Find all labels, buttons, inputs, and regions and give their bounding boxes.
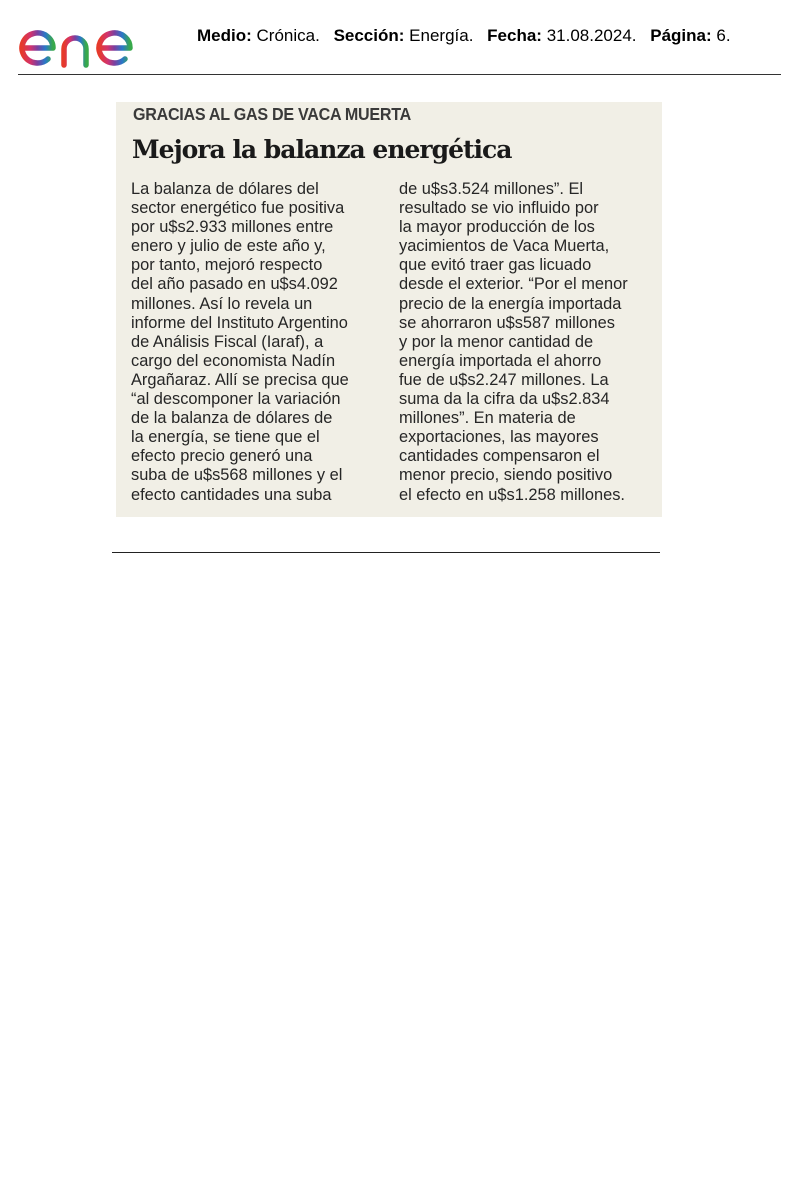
article-clipping <box>116 102 662 517</box>
article-headline: Mejora la balanza energética <box>132 135 512 164</box>
article-line: y por la menor cantidad de <box>399 332 594 351</box>
article-line: precio de la energía importada <box>399 294 622 313</box>
article-line: “al descomponer la variación <box>131 390 341 409</box>
article-line: suma da la cifra da u$s2.834 <box>399 390 610 409</box>
seccion-label: Sección: <box>333 26 405 45</box>
article-line: efecto cantidades una suba <box>131 485 332 504</box>
pagina-label: Página: <box>650 26 712 45</box>
article-line: la mayor producción de los <box>399 218 595 237</box>
article-line: que evitó traer gas licuado <box>399 256 592 275</box>
article-line: millones”. En materia de <box>399 409 576 428</box>
article-column-left <box>131 180 391 505</box>
article-line: de u$s3.524 millones”. El <box>399 180 584 198</box>
article-line: se ahorraron u$s587 millones <box>399 313 615 332</box>
article-line: efecto precio generó una <box>131 447 313 466</box>
medio-value: Crónica. <box>256 26 320 45</box>
article-line: el efecto en u$s1.258 millones. <box>399 485 625 504</box>
seccion-value: Energía. <box>409 26 474 45</box>
article-line: por tanto, mejoró respecto <box>131 256 323 275</box>
article-line: millones. Así lo revela un <box>131 294 313 313</box>
fecha-value: 31.08.2024. <box>546 26 637 45</box>
article-kicker: GRACIAS AL GAS DE VACA MUERTA <box>133 104 411 124</box>
article-line: la energía, se tiene que el <box>131 428 320 447</box>
article-column-right <box>399 180 661 505</box>
article-line: energía importada el ahorro <box>399 351 602 370</box>
article-line: desde el exterior. “Por el menor <box>399 275 628 294</box>
clipping-meta <box>197 26 731 46</box>
article-line: yacimientos de Vaca Muerta, <box>399 237 610 256</box>
article-line: cantidades compensaron el <box>399 447 600 466</box>
article-line: enero y julio de este año y, <box>131 237 326 256</box>
header-divider <box>18 74 781 75</box>
article-line: sector energético fue positiva <box>131 199 345 218</box>
enel-logo <box>16 8 180 70</box>
article-line: Argañaraz. Allí se precisa que <box>131 370 349 389</box>
article-line: cargo del economista Nadín <box>131 351 336 370</box>
article-line: de la balanza de dólares de <box>131 409 333 428</box>
article-line: fue de u$s2.247 millones. La <box>399 370 609 389</box>
article-line: menor precio, siendo positivo <box>399 466 613 485</box>
article-end-divider <box>112 552 660 553</box>
article-line: suba de u$s568 millones y el <box>131 466 343 485</box>
fecha-label: Fecha: <box>487 26 542 45</box>
article-line: La balanza de dólares del <box>131 180 319 198</box>
article-line: de Análisis Fiscal (Iaraf), a <box>131 332 324 351</box>
article-line: por u$s2.933 millones entre <box>131 218 334 237</box>
pagina-value: 6. <box>716 26 731 45</box>
medio-label: Medio: <box>197 26 252 45</box>
article-line: exportaciones, las mayores <box>399 428 599 447</box>
article-line: del año pasado en u$s4.092 <box>131 275 338 294</box>
article-line: informe del Instituto Argentino <box>131 313 348 332</box>
article-line: resultado se vio influido por <box>399 199 599 218</box>
